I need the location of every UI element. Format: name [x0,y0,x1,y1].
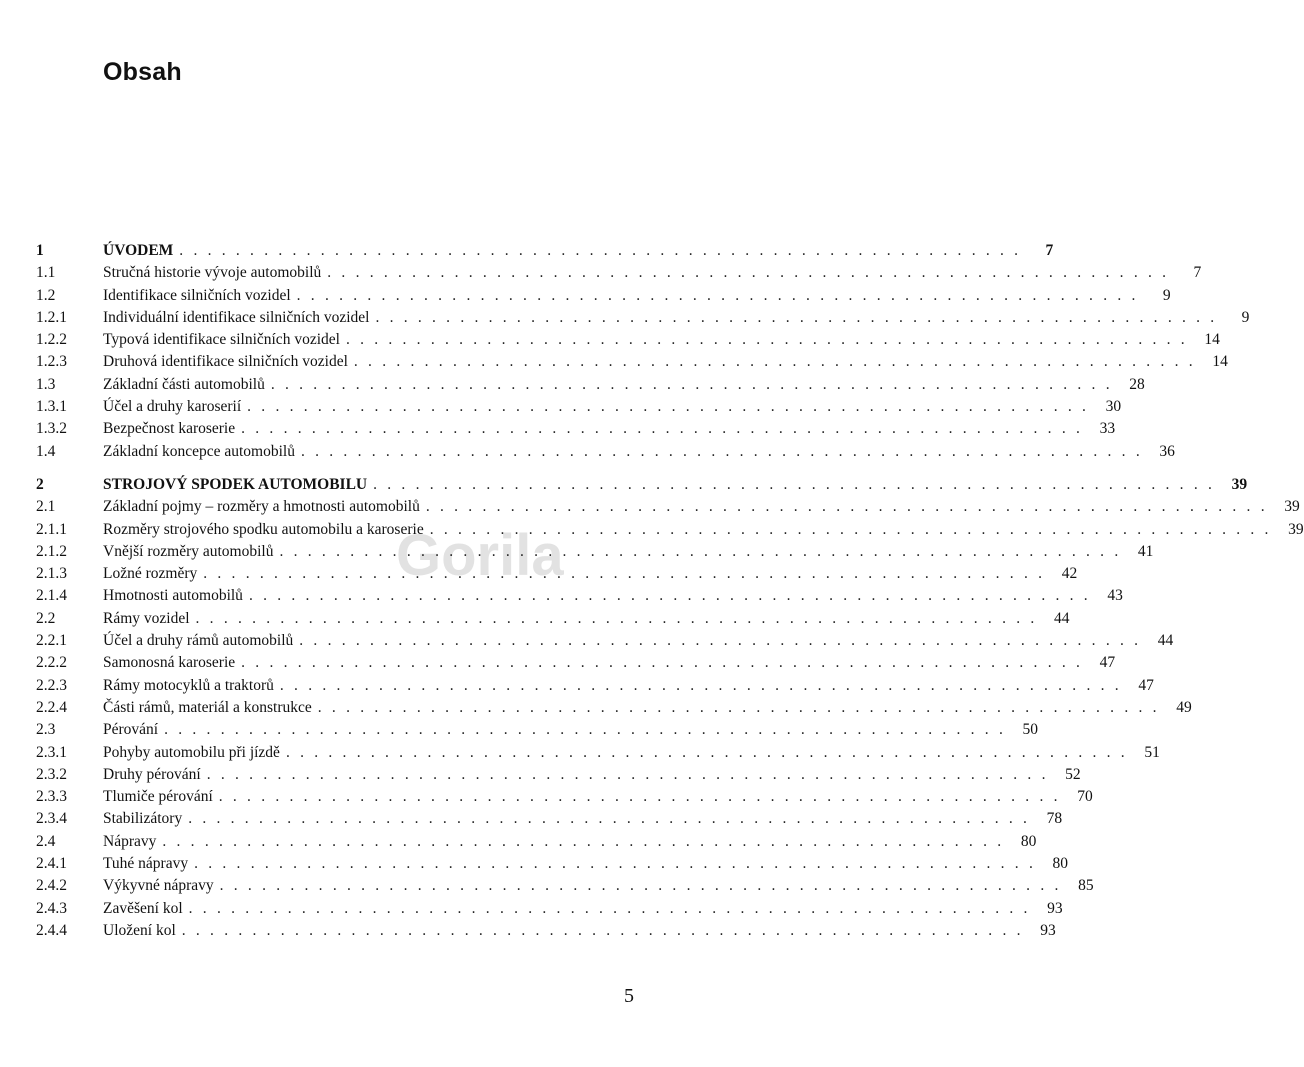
toc-row [36,329,1220,351]
toc-row [36,441,1175,463]
toc-row [36,285,1171,307]
toc-page-number: 78 [1046,810,1063,828]
toc-chapter-row [36,474,1248,496]
toc-page-number: 7 [1193,264,1202,282]
toc-dot-leader: . . . . . . . . . . . . . . . . . . . . . . . . . . . . . . . . . . . . . . . . . . . . . . . . . . . . . . . . . . . . [285,743,1128,761]
toc-page-number: 28 [1129,375,1145,393]
toc-page-number: 44 [1157,632,1174,650]
toc-section-title: ÚVODEM [103,242,174,259]
toc-row [36,418,1116,440]
toc-section-title: Bezpečnost karoserie [103,420,236,438]
toc-page-number: 43 [1107,587,1123,605]
toc-dot-leader: . . . . . . . . . . . . . . . . . . . . . . . . . . . . . . . . . . . . . . . . . . . . . . . . . . . . . . . . . . . . [164,721,1007,739]
toc-section-title: Ložné rozměry [103,565,198,583]
toc-row [36,630,1174,652]
toc-dot-leader: . . . . . . . . . . . . . . . . . . . . . . . . . . . . . . . . . . . . . . . . . . . . . . . . . . . . . . . . . . . . [188,810,1031,828]
toc-dot-leader: . . . . . . . . . . . . . . . . . . . . . . . . . . . . . . . . . . . . . . . . . . . . . . . . . . . . . . . . . . . . [241,654,1084,672]
toc-page-number: 52 [1065,765,1081,783]
toc-row [36,675,1154,697]
toc-row [36,307,1250,329]
toc-section-number: 2.4.1 [36,855,67,873]
toc-page-number: 51 [1144,743,1160,761]
toc-dot-leader: . . . . . . . . . . . . . . . . . . . . . . . . . . . . . . . . . . . . . . . . . . . . . . . . . . . . . . . . . . . . [327,264,1170,282]
toc-section-title: Tuhé nápravy [103,855,189,873]
toc-section-title: Samonosná karoserie [103,654,236,672]
toc-dot-leader: . . . . . . . . . . . . . . . . . . . . . . . . . . . . . . . . . . . . . . . . . . . . . . . . . . . . . . . . . . . . [188,899,1031,917]
toc-page-number: 85 [1078,877,1094,895]
toc-dot-leader: . . . . . . . . . . . . . . . . . . . . . . . . . . . . . . . . . . . . . . . . . . . . . . . . . . . . . . . . . . . . [429,520,1272,538]
toc-dot-leader: . . . . . . . . . . . . . . . . . . . . . . . . . . . . . . . . . . . . . . . . . . . . . . . . . . . . . . . . . . . . [300,442,1143,460]
page-number: 5 [624,985,634,1007]
toc-page-number: 44 [1053,609,1070,627]
toc-page-number: 50 [1022,721,1039,739]
toc-section-number: 2.1.3 [36,565,67,583]
toc-section-number: 2.3.4 [36,810,67,828]
toc-row [36,831,1037,853]
toc-page-number: 41 [1137,542,1154,560]
toc-section-title: Tlumiče pérování [103,788,213,806]
toc-row [36,875,1094,897]
toc-dot-leader: . . . . . . . . . . . . . . . . . . . . . . . . . . . . . . . . . . . . . . . . . . . . . . . . . . . . . . . . . . . . [162,832,1005,850]
page-title: Obsah [103,58,182,86]
toc-dot-leader: . . . . . . . . . . . . . . . . . . . . . . . . . . . . . . . . . . . . . . . . . . . . . . . . . . . . . . . . . . . . [425,498,1268,516]
toc-section-title: Zavěšení kol [103,899,183,917]
toc-page-number: 39 [1288,520,1304,538]
toc-dot-leader: . . . . . . . . . . . . . . . . . . . . . . . . . . . . . . . . . . . . . . . . . . . . . . . . . . . . . . . . . . . . [296,286,1139,304]
toc-section-title: Uložení kol [103,921,176,939]
toc-dot-leader: . . . . . . . . . . . . . . . . . . . . . . . . . . . . . . . . . . . . . . . . . . . . . . . . . . . . . . . . . . . . [206,765,1049,783]
toc-row [36,541,1154,563]
toc-section-number: 2.4.3 [36,899,67,917]
toc-row [36,496,1300,518]
toc-dot-leader: . . . . . . . . . . . . . . . . . . . . . . . . . . . . . . . . . . . . . . . . . . . . . . . . . . . . . . . . . . . . [317,698,1160,716]
toc-row [36,719,1039,741]
toc-dot-leader: . . . . . . . . . . . . . . . . . . . . . . . . . . . . . . . . . . . . . . . . . . . . . . . . . . . . . . . . . . . . [247,398,1090,416]
toc-section-number: 2.2 [36,609,56,627]
toc-section-title: Části rámů, materiál a konstrukce [103,698,312,716]
toc-section-title: Výkyvné nápravy [103,877,214,895]
toc-row [36,652,1116,674]
toc-row [36,374,1145,396]
toc-dot-leader: . . . . . . . . . . . . . . . . . . . . . . . . . . . . . . . . . . . . . . . . . . . . . . . . . . . . . . . . . . . . [179,242,1022,259]
toc-section-title: Rozměry strojového spodku automobilu a karoserie [103,520,424,538]
toc-page-number: 80 [1020,832,1037,850]
toc-section-title: Druhy pérování [103,765,201,783]
toc-section-title: Druhová identifikace silničních vozidel [103,353,348,371]
toc-section-number: 2.1.1 [36,520,67,538]
toc-dot-leader: . . . . . . . . . . . . . . . . . . . . . . . . . . . . . . . . . . . . . . . . . . . . . . . . . . . . . . . . . . . . [279,542,1122,560]
toc-row [36,697,1192,719]
toc-page-number: 30 [1105,398,1122,416]
toc-page-number: 42 [1061,565,1078,583]
toc-row [36,742,1160,764]
toc-row [36,396,1122,418]
toc-row [36,898,1063,920]
toc-dot-leader: . . . . . . . . . . . . . . . . . . . . . . . . . . . . . . . . . . . . . . . . . . . . . . . . . . . . . . . . . . . . [203,565,1046,583]
toc-section-number: 1.2.1 [36,308,67,326]
toc-section-number: 2.3 [36,721,56,739]
toc-section-number: 1.4 [36,442,56,460]
toc-section-number: 2.2.3 [36,676,67,694]
toc-section-number: 2.2.1 [36,632,67,650]
toc-row [36,262,1202,284]
toc-section-number: 2.3.1 [36,743,67,761]
toc-section-number: 2.4.4 [36,921,67,939]
toc-page-number: 39 [1284,498,1300,516]
toc-dot-leader: . . . . . . . . . . . . . . . . . . . . . . . . . . . . . . . . . . . . . . . . . . . . . . . . . . . . . . . . . . . . [248,587,1091,605]
table-of-contents [36,240,1304,942]
toc-dot-leader: . . . . . . . . . . . . . . . . . . . . . . . . . . . . . . . . . . . . . . . . . . . . . . . . . . . . . . . . . . . . [194,855,1037,873]
toc-section-title: Pérování [103,721,159,739]
toc-row [36,563,1078,585]
toc-section-number: 2.1 [36,498,56,516]
toc-section-title: Základní koncepce automobilů [103,442,295,460]
toc-section-number: 1.1 [36,264,56,282]
toc-section-number: 2.2.2 [36,654,67,672]
toc-page-number: 80 [1052,855,1069,873]
toc-section-number: 1 [36,242,44,259]
toc-section-title: Rámy motocyklů a traktorů [103,676,274,694]
toc-page-number: 39 [1231,475,1248,493]
toc-section-title: Individuální identifikace silničních vozidel [103,308,370,326]
toc-row [36,608,1070,630]
toc-row [36,920,1056,942]
toc-dot-leader: . . . . . . . . . . . . . . . . . . . . . . . . . . . . . . . . . . . . . . . . . . . . . . . . . . . . . . . . . . . . [219,877,1062,895]
toc-row [36,585,1123,607]
toc-section-number: 1.2 [36,286,56,304]
toc-page-number: 70 [1077,788,1093,806]
toc-section-title: STROJOVÝ SPODEK AUTOMOBILU [103,475,368,493]
toc-dot-leader: . . . . . . . . . . . . . . . . . . . . . . . . . . . . . . . . . . . . . . . . . . . . . . . . . . . . . . . . . . . . [345,331,1188,349]
toc-section-title: Účel a druhy karoserií [103,398,242,416]
toc-section-number: 2.3.2 [36,765,67,783]
toc-section-title: Základní pojmy – rozměry a hmotnosti automobilů [103,498,420,516]
toc-section-title: Stabilizátory [103,810,183,828]
toc-page-number: 14 [1204,331,1220,349]
toc-page-number: 47 [1138,676,1154,694]
toc-page-number: 9 [1241,308,1250,326]
toc-row [36,786,1093,808]
toc-section-number: 2.2.4 [36,698,67,716]
toc-section-number: 2.4 [36,832,56,850]
toc-page-number: 49 [1176,698,1192,716]
toc-section-number: 2.1.2 [36,542,67,560]
toc-dot-leader: . . . . . . . . . . . . . . . . . . . . . . . . . . . . . . . . . . . . . . . . . . . . . . . . . . . . . . . . . . . . [181,921,1024,939]
toc-section-title: Účel a druhy rámů automobilů [103,632,294,650]
toc-page-number: 36 [1159,442,1175,460]
toc-dot-leader: . . . . . . . . . . . . . . . . . . . . . . . . . . . . . . . . . . . . . . . . . . . . . . . . . . . . . . . . . . . . [375,308,1218,326]
toc-dot-leader: . . . . . . . . . . . . . . . . . . . . . . . . . . . . . . . . . . . . . . . . . . . . . . . . . . . . . . . . . . . . [279,676,1122,694]
toc-page-number: 9 [1162,286,1171,304]
toc-dot-leader: . . . . . . . . . . . . . . . . . . . . . . . . . . . . . . . . . . . . . . . . . . . . . . . . . . . . . . . . . . . . [195,609,1038,627]
toc-dot-leader: . . . . . . . . . . . . . . . . . . . . . . . . . . . . . . . . . . . . . . . . . . . . . . . . . . . . . . . . . . . . [270,375,1113,393]
toc-page-number: 93 [1040,921,1056,939]
toc-row [36,853,1069,875]
chapter-gap [36,463,634,474]
watermark: Gorila [396,523,564,588]
toc-page-number: 14 [1212,353,1228,371]
toc-section-title: Stručná historie vývoje automobilů [103,264,322,282]
toc-section-number: 2.1.4 [36,587,67,605]
toc-row [36,764,1081,786]
toc-section-number: 1.3 [36,375,56,393]
toc-section-number: 1.2.3 [36,353,67,371]
toc-page-number: 47 [1099,654,1116,672]
toc-dot-leader: . . . . . . . . . . . . . . . . . . . . . . . . . . . . . . . . . . . . . . . . . . . . . . . . . . . . . . . . . . . . [353,353,1196,371]
toc-row [36,351,1228,373]
toc-chapter-row [36,240,1054,262]
toc-dot-leader: . . . . . . . . . . . . . . . . . . . . . . . . . . . . . . . . . . . . . . . . . . . . . . . . . . . . . . . . . . . . [373,475,1216,493]
toc-section-title: Typová identifikace silničních vozidel [103,331,340,349]
toc-section-title: Základní části automobilů [103,375,265,393]
toc-section-title: Hmotnosti automobilů [103,587,243,605]
toc-row [36,519,1304,541]
toc-dot-leader: . . . . . . . . . . . . . . . . . . . . . . . . . . . . . . . . . . . . . . . . . . . . . . . . . . . . . . . . . . . . [299,632,1142,650]
toc-section-number: 2 [36,475,44,493]
toc-section-title: Identifikace silničních vozidel [103,286,291,304]
toc-dot-leader: . . . . . . . . . . . . . . . . . . . . . . . . . . . . . . . . . . . . . . . . . . . . . . . . . . . . . . . . . . . . [241,420,1084,438]
toc-row [36,808,1063,830]
toc-section-number: 2.3.3 [36,788,67,806]
toc-page-number: 93 [1047,899,1063,917]
toc-dot-leader: . . . . . . . . . . . . . . . . . . . . . . . . . . . . . . . . . . . . . . . . . . . . . . . . . . . . . . . . . . . . [218,788,1061,806]
toc-section-title: Pohyby automobilu při jízdě [103,743,280,761]
toc-section-title: Nápravy [103,832,157,850]
toc-section-title: Vnější rozměry automobilů [103,542,274,560]
toc-section-number: 1.3.2 [36,420,67,438]
toc-section-title: Rámy vozidel [103,609,190,627]
toc-page-number: 7 [1045,242,1054,259]
toc-section-number: 2.4.2 [36,877,67,895]
toc-section-number: 1.3.1 [36,398,67,416]
toc-section-number: 1.2.2 [36,331,67,349]
toc-page-number: 33 [1099,420,1116,438]
